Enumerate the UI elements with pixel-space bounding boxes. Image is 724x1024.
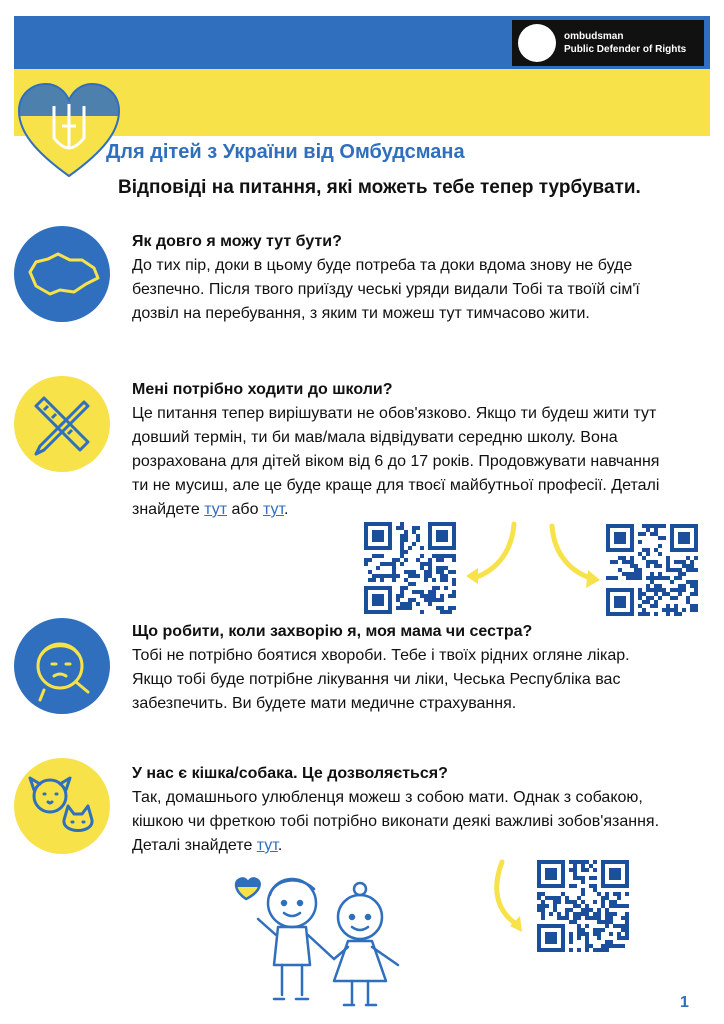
link-here-1[interactable]: тут — [204, 501, 228, 518]
section-stay-duration — [132, 230, 672, 326]
sentence-end: . — [284, 501, 289, 518]
czech-map-icon — [14, 226, 110, 322]
children-illustration — [230, 855, 430, 1015]
qr-code-pets[interactable] — [537, 860, 629, 952]
link-here-2[interactable]: тут — [262, 501, 284, 518]
qr-code-school-1[interactable] — [364, 522, 456, 614]
logo-line2: Public Defender of Rights — [564, 44, 687, 55]
page-number: 1 — [680, 994, 689, 1011]
question-title: У нас є кішка/собака. Це дозволяється? — [132, 765, 448, 782]
page-subtitle: Відповіді на питання, які можеть тебе тепер турбувати. — [118, 177, 641, 198]
section-school — [132, 378, 672, 522]
ombudsman-logo — [512, 20, 704, 66]
question-title: Що робити, коли захворію я, моя мама чи сестра? — [132, 623, 533, 640]
answer-text: До тих пір, доки в цьому буде потреба та доки вдома знову не буде безпечно. Після твого приїзду чеські уряди видали Тобі та твоїй сім'ї дозвіл на перебування, з яким ти можеш тут тимчасово жити. — [132, 257, 640, 322]
pencil-ruler-icon — [14, 376, 110, 472]
link-here-pets[interactable]: тут — [256, 837, 278, 854]
answer-text: Тобі не потрібно боятися хвороби. Тебе і твоїх рідних огляне лікар. Якщо тобі буде потрібне лікування чи ліки, Чеська Республіка вас забезпечить. Ви будете мати медичне страхування. — [132, 647, 630, 712]
logo-circle-icon — [518, 24, 556, 62]
answer-text — [132, 786, 672, 858]
answer-text — [132, 402, 672, 522]
sentence-end: . — [277, 837, 283, 854]
link-connector: або — [231, 501, 259, 518]
arrow-icon — [462, 520, 522, 595]
arrow-icon — [488, 858, 528, 943]
logo-line1: ombudsman — [564, 31, 624, 42]
page-title: Для дітей з України від Омбудсмана — [106, 141, 465, 163]
arrow-icon — [546, 522, 606, 597]
answer-body: Так, домашнього улюбленця можеш з собою мати. Однак з собакою, кішкою чи фреткою тобі потрібно виконати деякі важливі зобов'язання. Деталі знайдете — [132, 789, 660, 854]
answer-body: Це питання тепер вирішувати не обов'язково. Якщо ти будеш жити тут довший термін, ти би мав/мала відвідувати середню школу. Вона розрахована для дітей віком від 6 до 17 років. Продовжувати навчання ти не мусиш, але це буде краще для твоєї майбутньої професії. Деталі знайдете — [132, 405, 660, 518]
qr-code-school-2[interactable] — [606, 524, 698, 616]
section-illness — [132, 620, 672, 716]
heart-trident-icon — [14, 76, 124, 186]
cat-dog-icon — [14, 758, 110, 854]
sick-child-icon — [14, 618, 110, 714]
section-pets — [132, 762, 672, 858]
question-title: Мені потрібно ходити до школи? — [132, 381, 393, 398]
question-title: Як довго я можу тут бути? — [132, 233, 342, 250]
